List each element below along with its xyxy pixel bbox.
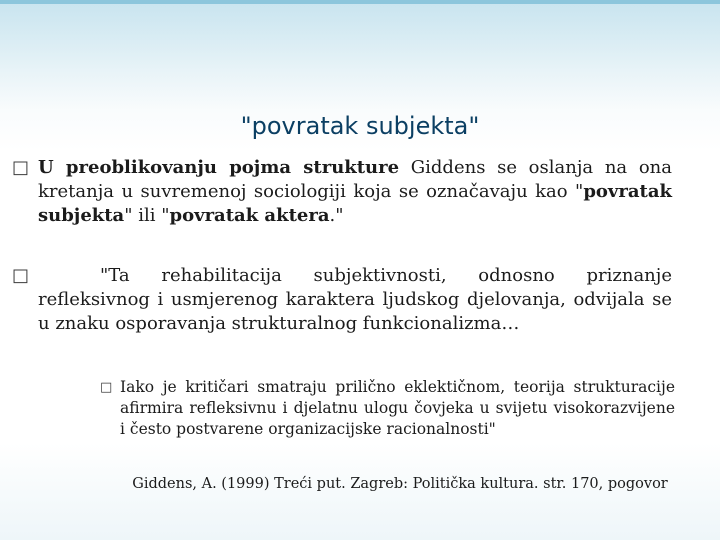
p1-text-3: ." [329, 205, 344, 226]
paragraph-1 [38, 156, 672, 228]
p1-text-2: " ili " [124, 205, 170, 226]
p1-text: Giddens se oslanja na ona kretanja u suvremenoj sociologiji koja se označavaju kao " [38, 157, 672, 202]
top-accent-line [0, 0, 720, 4]
paragraph-2: "Ta rehabilitacija subjektivnosti, odnosno priznanje refleksivnog i usmjerenog karaktera ljudskog djelovanja, odvijala se u znaku osporavanja strukturalnog funkcionalizma… [38, 265, 672, 334]
p1-bold-3: povratak aktera [169, 205, 330, 226]
bullet-icon: □ [12, 265, 30, 286]
p1-bold-2: povratak subjekta [38, 181, 672, 226]
bullet-icon: □ [100, 380, 113, 395]
header-gradient [0, 0, 720, 110]
citation: Giddens, A. (1999) Treći put. Zagreb: Politička kultura. str. 170, pogovor [132, 476, 668, 492]
slide-title: "povratak subjekta" [240, 112, 480, 140]
bullet-icon: □ [12, 157, 30, 178]
paragraph-3: Iako je kritičari smatraju prilično eklektičnom, teorija strukturacije afirmira refleksivnu i djelatnu ulogu čovjeka u svijetu visokorazvijene i često postvarene organizacijske racionalnosti" [120, 378, 675, 438]
p1-bold-lead: U preoblikovanju pojma strukture [38, 157, 400, 178]
